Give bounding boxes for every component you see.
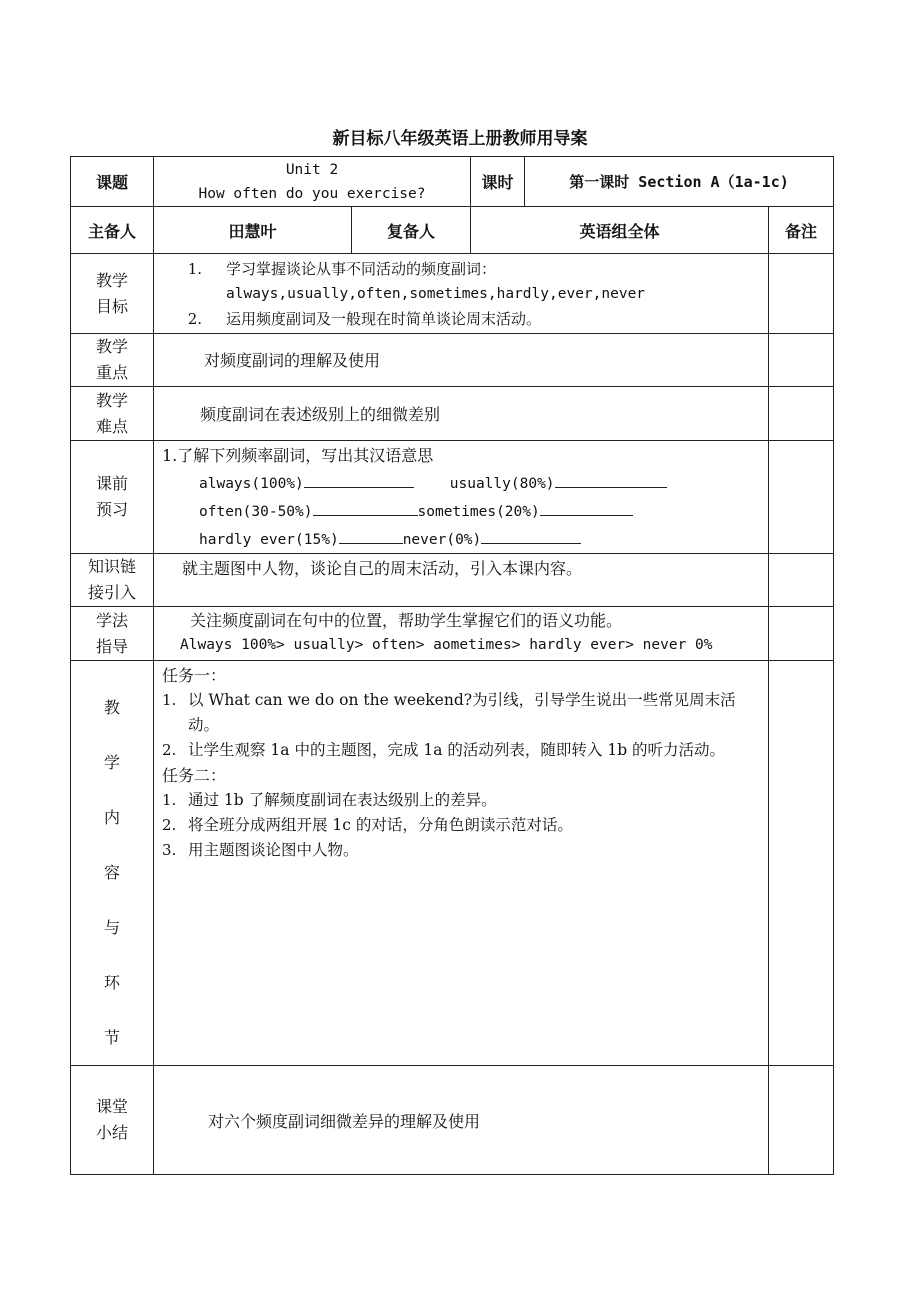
content-label-char: 学: [103, 753, 120, 772]
content-label-char: 与: [103, 918, 120, 937]
content-label-char: 环: [103, 973, 120, 992]
summary-label-line2: 小结: [95, 1123, 128, 1142]
difficulties-row: [71, 387, 834, 441]
task-item: [162, 738, 768, 763]
lead-in-notes: [769, 554, 834, 607]
task-item: [162, 813, 768, 838]
lead-in-row: [71, 554, 834, 607]
task-item: [162, 788, 768, 813]
method-notes: [769, 607, 834, 661]
lead-in-label: [71, 554, 154, 607]
key-points-text: 对频度副词的理解及使用: [154, 334, 769, 387]
method-text: 关注频度副词在句中的位置，帮助学生掌握它们的语义功能。: [190, 611, 623, 630]
preview-hardly-ever: hardly ever(15%): [199, 532, 339, 548]
period-label: 课时: [471, 157, 525, 207]
preview-row: [71, 441, 834, 554]
content-label-char: 容: [103, 863, 120, 882]
topic-label: 课题: [71, 157, 154, 207]
summary-label: [71, 1066, 154, 1175]
summary-text: 对六个频度副词细微差异的理解及使用: [154, 1066, 769, 1175]
objective-item-1: [166, 256, 768, 282]
period-value: 第一课时 Section A（1a-1c): [525, 157, 834, 207]
objectives-row: [71, 254, 834, 334]
lead-preparer-name: 田慧叶: [154, 207, 352, 254]
preview-often: often(30-50%): [199, 504, 313, 520]
unit-cell: [154, 157, 471, 207]
task1-list: [162, 688, 768, 763]
task-item-number: 1.: [162, 691, 177, 709]
preview-label: [71, 441, 154, 554]
objectives-label: [71, 254, 154, 334]
content-label-char: 内: [103, 808, 120, 827]
lead-preparer-label: 主备人: [71, 207, 154, 254]
method-label-line2: 指导: [95, 636, 128, 656]
task-item-number: 1.: [162, 791, 177, 809]
difficulties-label: [71, 387, 154, 441]
preview-usually: usually(80%): [449, 476, 555, 492]
co-preparer-label: 复备人: [352, 207, 471, 254]
summary-row: [71, 1066, 834, 1175]
task-item: [162, 838, 768, 863]
content-notes: [769, 661, 834, 1066]
content-label-char: 节: [103, 1028, 120, 1047]
task-item: [162, 688, 768, 738]
content-label-char: 教: [103, 698, 120, 717]
answer-blank-sometimes[interactable]: [540, 497, 633, 516]
preview-always: always(100%): [199, 476, 304, 492]
difficulties-text: 频度副词在表述级别上的细微差别: [154, 387, 769, 441]
answer-blank-always[interactable]: [304, 469, 414, 488]
preview-label-line2: 预习: [95, 500, 128, 519]
key-points-notes: [769, 334, 834, 387]
summary-notes: [769, 1066, 834, 1175]
key-points-label-line2: 重点: [95, 363, 128, 382]
task1-title: 任务一：: [162, 666, 227, 685]
lead-in-label-line1: 知识链: [87, 557, 136, 576]
answer-blank-often[interactable]: [313, 497, 418, 516]
lead-in-label-line2: 接引入: [87, 583, 136, 602]
task-item-number: 3.: [162, 841, 177, 859]
objective-item-2: [166, 306, 768, 332]
difficulties-notes: [769, 387, 834, 441]
task-item-text: 用主题图谈论图中人物。: [188, 841, 359, 859]
task-item-text: 以 What can we do on the weekend?为引线，引导学生说出一些常见周末活动。: [188, 691, 736, 734]
objective-1-number: 1.: [187, 259, 202, 278]
objectives-notes: [769, 254, 834, 334]
preview-line-3: [162, 525, 768, 553]
preparer-row: [71, 207, 834, 254]
content-body: [154, 661, 769, 1066]
task-item-text: 通过 1b 了解频度副词在表达级别上的差异。: [188, 791, 497, 809]
method-content: [154, 607, 769, 661]
lead-in-text: 就主题图中人物，谈论自己的周末活动，引入本课内容。: [154, 554, 769, 607]
key-points-label-line1: 教学: [95, 337, 128, 356]
objective-1-text: 学习掌握谈论从事不同活动的频度副词：: [226, 259, 497, 278]
content-label: [71, 661, 154, 1066]
key-points-row: [71, 334, 834, 387]
task2-list: [162, 788, 768, 863]
method-label: [71, 607, 154, 661]
answer-blank-never[interactable]: [481, 525, 581, 544]
task-item-text: 将全班分成两组开展 1c 的对话，分角色朗读示范对话。: [188, 816, 573, 834]
objectives-content: [154, 254, 769, 334]
content-row: [71, 661, 834, 1066]
method-label-line1: 学法: [95, 610, 128, 630]
task-item-text: 让学生观察 1a 中的主题图，完成 1a 的活动列表，随即转入 1b 的听力活动。: [188, 741, 726, 759]
answer-blank-hardly-ever[interactable]: [339, 525, 403, 544]
objective-2-number: 2.: [187, 309, 202, 328]
objectives-label-line1: 教学: [95, 270, 128, 290]
preview-sometimes: sometimes(20%): [417, 504, 540, 520]
preview-never: never(0%): [402, 532, 482, 548]
answer-blank-usually[interactable]: [555, 469, 667, 488]
difficulties-label-line1: 教学: [95, 390, 128, 410]
preview-intro: 1.了解下列频率副词，写出其汉语意思: [162, 446, 434, 465]
objective-2-text: 运用频度副词及一般现在时简单谈论周末活动。: [226, 309, 542, 328]
method-row: [71, 607, 834, 661]
task-item-number: 2.: [162, 816, 177, 834]
summary-label-line1: 课堂: [95, 1097, 128, 1116]
method-scale: Always 100%> usually> often> aometimes> hardly ever> never 0%: [180, 637, 713, 653]
objectives-label-line2: 目标: [95, 296, 128, 316]
difficulties-label-line2: 难点: [95, 416, 128, 436]
task2-title: 任务二：: [162, 766, 227, 785]
task-item-number: 2.: [162, 741, 177, 759]
key-points-label: [71, 334, 154, 387]
preview-content: [154, 441, 769, 554]
topic-row: [71, 157, 834, 207]
preview-line-1: [162, 469, 768, 497]
objective-1-words: always,usually,often,sometimes,hardly,ever,never: [226, 285, 646, 302]
unit-title: How often do you exercise?: [198, 185, 426, 202]
co-preparer-value: 英语组全体: [471, 207, 769, 254]
document-title: 新目标八年级英语上册教师用导案: [332, 129, 588, 149]
preview-label-line1: 课前: [95, 474, 128, 493]
content-label-chars: [71, 661, 153, 1064]
preview-notes: [769, 441, 834, 554]
notes-label: 备注: [769, 207, 834, 254]
lesson-plan-table: [70, 156, 834, 1175]
preview-line-2: [162, 497, 768, 525]
unit-number: Unit 2: [285, 161, 339, 178]
